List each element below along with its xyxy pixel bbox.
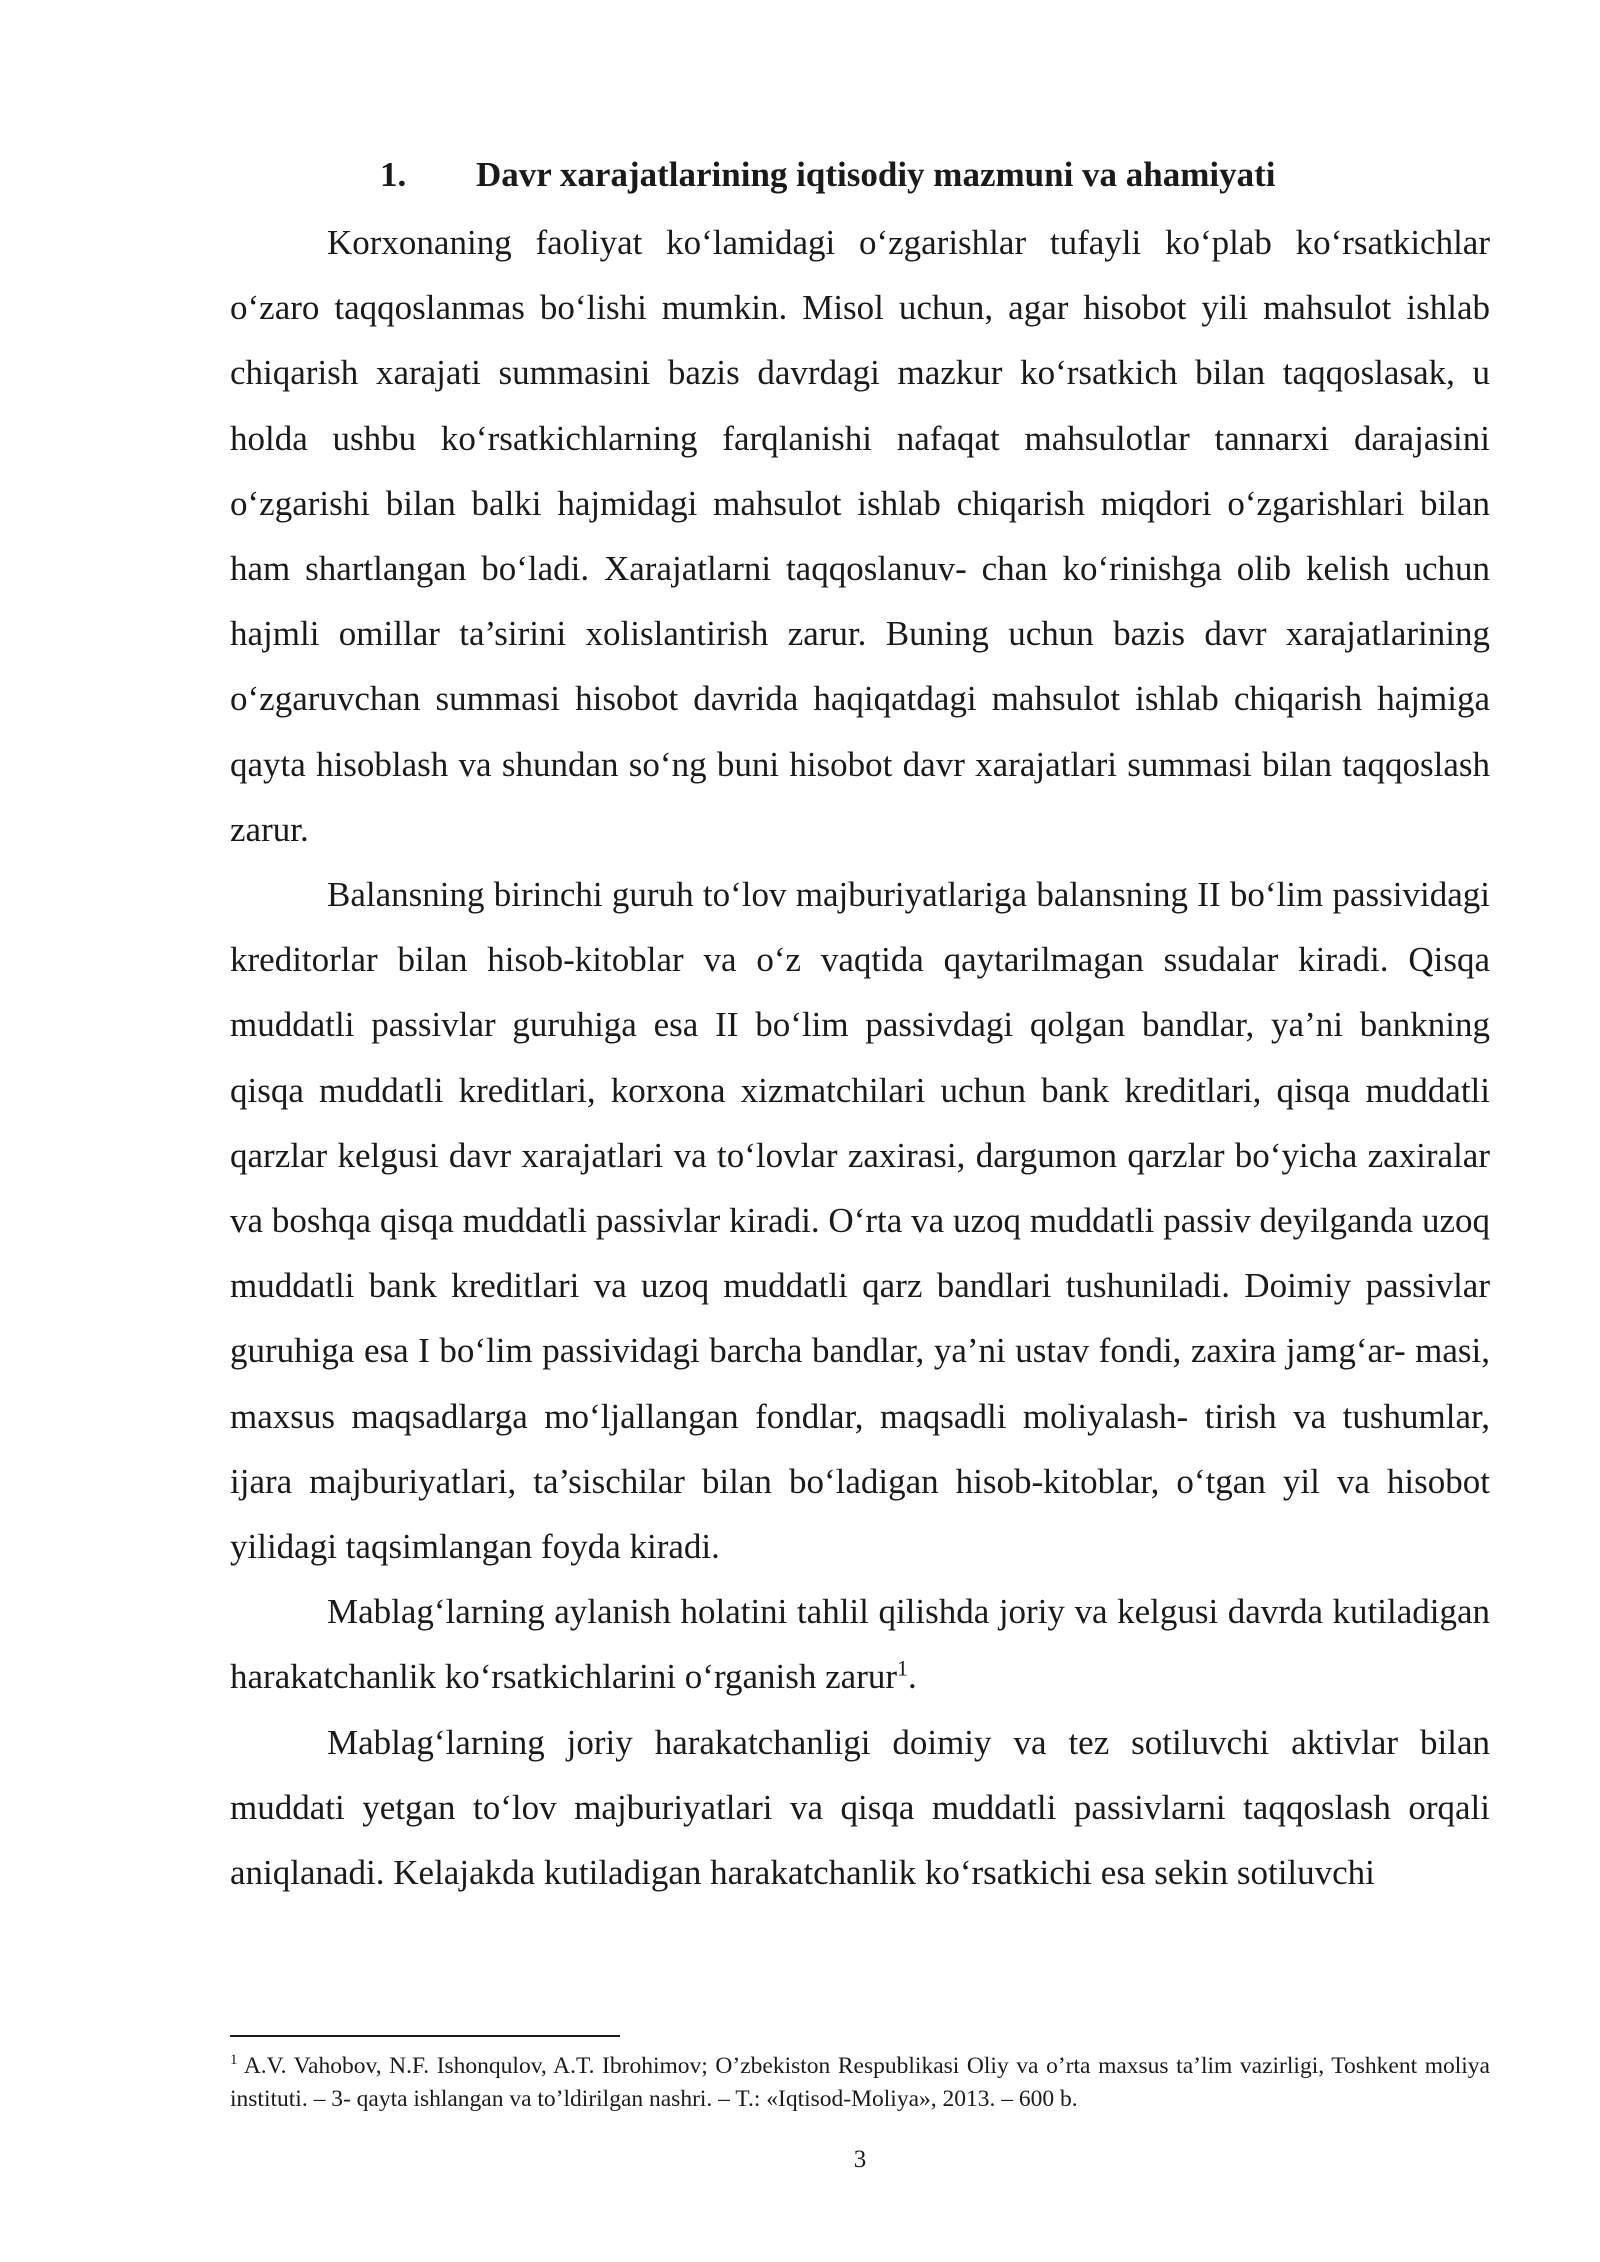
paragraph-3 bbox=[230, 1579, 1490, 1709]
footnote bbox=[230, 2050, 1490, 2116]
section-heading bbox=[380, 152, 1276, 197]
paragraph-4: Mablagʻlarning joriy harakatchanligi doimiy va tez sotiluvchi aktivlar bilan muddati yetgan toʻlov majburiyatlari va qisqa muddatli passivlarni taqqoslash orqali aniqlanadi. Kelajakda kutiladigan harakatchanlik koʻrsatkichi esa sekin sotiluvchi bbox=[230, 1722, 1490, 1893]
footnote-reference[interactable]: 1 bbox=[897, 1655, 908, 1681]
section-title: Davr xarajatlarining iqtisodiy mazmuni va ahamiyati bbox=[476, 155, 1276, 194]
paragraph-1: Korxonaning faoliyat koʻlamidagi oʻzgarishlar tufayli koʻplab koʻrsatkichlar oʻzaro taqqoslanmas boʻlishi mumkin. Misol uchun, agar hisobot yili mahsulot ishlab chiqarish xarajati summasini bazis davrdagi mazkur koʻrsatkich bilan taqqoslasak, u holda ushbu koʻrsatkichlarning farqlanishi nafaqat mahsulotlar tannarxi darajasini oʻzgarishi bilan balki hajmidagi mahsulot ishlab chiqarish miqdori oʻzgarishlari bilan ham shartlangan boʻladi. Xarajatlarni taqqoslanuv- chan koʻrinishga olib kelish uchun hajmli omillar ta’sirini xolislantirish zarur. Buning uchun bazis davr xarajatlarining oʻzgaruvchan summasi hisobot davrida haqiqatdagi mahsulot ishlab chiqarish hajmiga qayta hisoblash va shundan soʻng buni hisobot davr xarajatlari summasi bilan taqqoslash zarur. bbox=[230, 223, 1490, 849]
section-number: 1. bbox=[380, 155, 407, 194]
page-number: 3 bbox=[853, 2146, 867, 2173]
footnote-separator bbox=[230, 2035, 620, 2037]
paragraph-3-end: . bbox=[908, 1657, 917, 1697]
paragraph-3-text: Mablagʻlarning aylanish holatini tahlil qilishda joriy va kelgusi davrda kutiladigan harakatchanlik koʻrsatkichlarini oʻrganish zarur bbox=[230, 1592, 1490, 1697]
body-text bbox=[230, 210, 1490, 1905]
footnote-text: A.V. Vahobov, N.F. Ishonqulov, A.T. Ibrohimov; O’zbekiston Respublikasi Oliy va o’rta maxsus ta’lim vazirligi, Toshkent moliya instituti. – 3- qayta ishlangan va to’ldirilgan nashri. – T.: «Iqtisod-Moliya», 2013. – 600 b. bbox=[230, 2053, 1490, 2112]
paragraph-2: Balansning birinchi guruh toʻlov majburiyatlariga balansning II boʻlim passividagi kreditorlar bilan hisob-kitoblar va oʻz vaqtida qaytarilmagan ssudalar kiradi. Qisqa muddatli passivlar guruhiga esa II boʻlim passivdagi qolgan bandlar, ya’ni bankning qisqa muddatli kreditlari, korxona xizmatchilari uchun bank kreditlari, qisqa muddatli qarzlar kelgusi davr xarajatlari va toʻlovlar zaxirasi, dargumon qarzlar boʻyicha zaxiralar va boshqa qisqa muddatli passivlar kiradi. Oʻrta va uzoq muddatli passiv deyilganda uzoq muddatli bank kreditlari va uzoq muddatli qarz bandlari tushuniladi. Doimiy passivlar guruhiga esa I boʻlim passividagi barcha bandlar, ya’ni ustav fondi, zaxira jamgʻar- masi, maxsus maqsadlarga moʻljallangan fondlar, maqsadli moliyalash- tirish va tushumlar, ijara majburiyatlari, ta’sischilar bilan boʻladigan hisob-kitoblar, oʻtgan yil va hisobot yilidagi taqsimlangan foyda kiradi. bbox=[230, 875, 1490, 1567]
footnote-marker: 1 bbox=[230, 2052, 238, 2069]
